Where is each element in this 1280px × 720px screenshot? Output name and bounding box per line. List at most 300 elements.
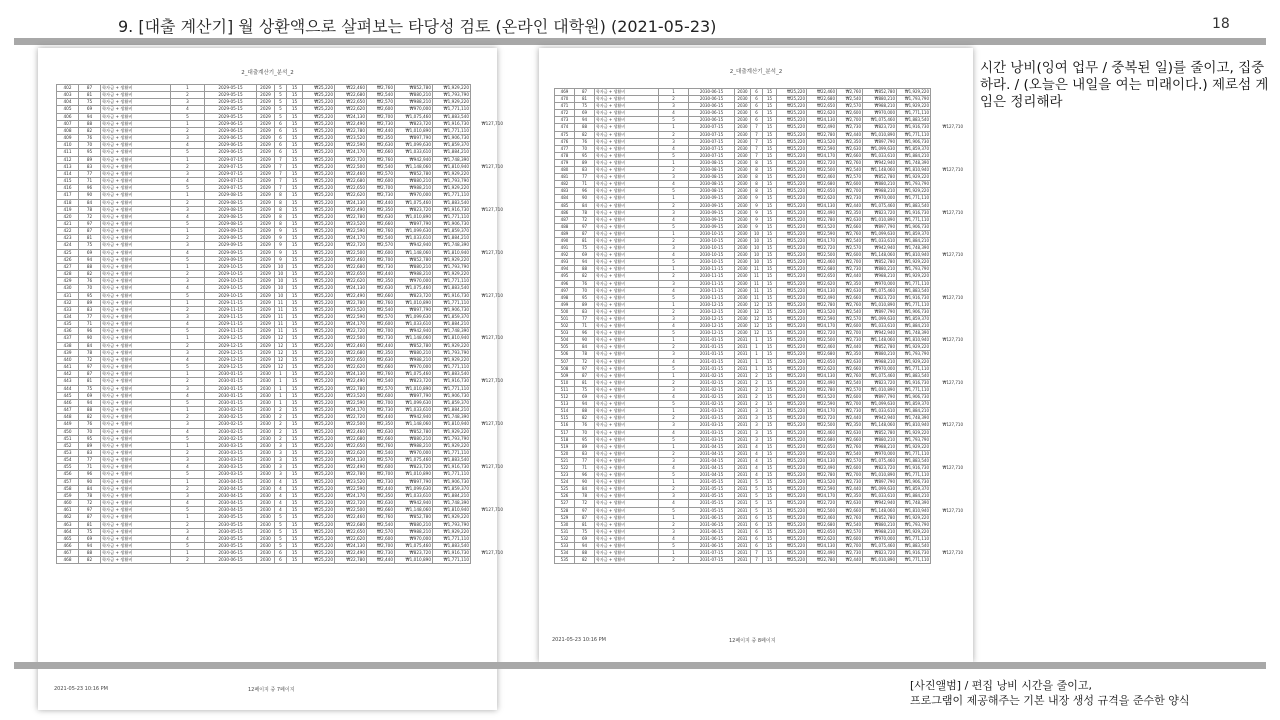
table-cell: 95 [79,435,101,442]
table-cell: ₩2,540 [367,378,395,385]
table-cell: ₩823,720 [863,124,897,131]
table-cell: 500 [555,308,575,315]
table-cell: 15 [763,394,777,401]
table-cell: 학자금 + 생활비 [595,131,659,138]
table-cell: 10 [275,271,287,278]
table-cell: ₩23,520 [335,135,367,142]
table-cell: ₩25,220 [777,266,807,273]
table-cell: ₩1,859,370 [897,145,931,152]
table-cell: 1 [275,371,287,378]
table-cell: ₩2,540 [367,92,395,99]
table-cell: 410 [57,142,79,149]
table-cell: 15 [763,294,777,301]
table-cell: 4 [659,252,689,259]
table-cell: ₩988,210 [395,271,433,278]
table-row [57,156,525,163]
table-row [57,220,525,227]
table-cell: ₩25,220 [303,228,335,235]
table-cell: 2029 [257,120,275,127]
table-cell: ₩2,730 [367,120,395,127]
table-cell: ₩2,350 [367,135,395,142]
table-cell: ₩1,748,390 [433,156,471,163]
table-cell: ₩22,460 [807,174,837,181]
table-cell: 482 [555,181,575,188]
table-cell [965,308,985,315]
group-total-cell: ₩127,710 [942,379,963,385]
table-cell: 2030-08-15 [689,188,735,195]
table-row [57,163,525,170]
table-cell: ₩22,500 [335,163,367,170]
table-cell: ₩2,630 [367,285,395,292]
table-cell: ₩2,660 [367,507,395,514]
table-cell: ₩25,220 [777,138,807,145]
table-cell: 535 [555,557,575,564]
table-cell: 학자금 + 생활비 [101,299,171,306]
table-cell: 15 [287,435,303,442]
table-cell: 학자금 + 생활비 [595,195,659,202]
table-cell: 2030 [257,535,275,542]
table-cell: ₩25,220 [303,528,335,535]
group-total-cell [471,399,505,406]
table-cell: 2031-07-15 [689,550,735,557]
table-cell: ₩1,810,940 [433,163,471,170]
table-row [555,408,985,415]
group-total-cell [931,386,965,393]
table-cell: 15 [763,209,777,216]
table-cell: ₩25,220 [303,271,335,278]
table-cell: 3 [171,206,205,213]
table-cell: ₩22,620 [807,280,837,287]
group-total-cell [931,230,965,237]
table-row [555,216,985,223]
table-cell: 4 [659,358,689,365]
left-page-footer-pages: 12페이지 중 7페이지 [248,687,295,693]
table-cell: ₩1,033,610 [395,235,433,242]
table-cell: ₩23,520 [807,138,837,145]
table-cell: 2030 [735,138,751,145]
table-cell: 90 [79,192,101,199]
table-cell [965,372,985,379]
table-cell: 8 [751,188,763,195]
table-cell: 2030 [735,145,751,152]
table-cell: 2029-08-15 [205,206,257,213]
table-cell: 2030-05-15 [205,521,257,528]
group-total-cell: ₩127,710 [481,335,503,341]
table-cell: ₩22,650 [335,99,367,106]
table-cell: ₩22,500 [335,507,367,514]
table-cell: 학자금 + 생활비 [595,273,659,280]
table-cell: ₩1,010,890 [395,385,433,392]
table-cell: ₩25,220 [777,493,807,500]
table-cell: ₩942,940 [395,414,433,421]
table-cell: 72 [575,500,595,507]
table-row [555,379,985,386]
table-cell: 2029 [257,235,275,242]
table-cell [505,392,525,399]
table-cell: 2030 [735,273,751,280]
table-cell: 5 [171,113,205,120]
table-cell: ₩25,220 [303,135,335,142]
table-cell: ₩25,220 [777,528,807,535]
table-cell: ₩22,460 [335,85,367,92]
table-cell: 2031-06-15 [689,521,735,528]
table-cell: 11 [751,287,763,294]
table-cell: ₩2,700 [367,185,395,192]
table-cell: ₩2,760 [837,159,863,166]
table-cell: ₩24,170 [335,321,367,328]
table-cell: ₩22,680 [335,349,367,356]
table-row [57,306,525,313]
table-cell: 70 [575,145,595,152]
table-cell: 15 [763,493,777,500]
table-cell: ₩22,460 [335,256,367,263]
table-cell: ₩22,590 [335,485,367,492]
table-cell: ₩22,780 [807,557,837,564]
table-cell: 2029 [257,285,275,292]
table-cell: ₩25,220 [777,436,807,443]
table-cell: ₩25,220 [777,110,807,117]
table-cell: 15 [763,117,777,124]
table-cell [505,335,525,342]
table-cell: 8 [751,174,763,181]
table-cell: 2029-07-15 [205,170,257,177]
table-cell: 학자금 + 생활비 [595,294,659,301]
table-cell: ₩2,440 [837,415,863,422]
table-cell: 15 [763,202,777,209]
table-cell: ₩22,720 [335,156,367,163]
table-row [57,428,525,435]
table-cell [505,464,525,471]
table-cell: 15 [763,358,777,365]
table-cell: 465 [57,535,79,542]
table-cell: 2030-12-15 [689,323,735,330]
table-cell [505,414,525,421]
table-cell: 2031 [735,415,751,422]
table-cell: 학자금 + 생활비 [595,557,659,564]
table-cell: ₩1,929,220 [433,356,471,363]
table-cell [965,500,985,507]
table-cell: ₩2,440 [837,486,863,493]
group-total-cell [471,314,505,321]
table-row [57,471,525,478]
table-cell: ₩22,460 [807,429,837,436]
table-cell [965,557,985,564]
table-row [57,514,525,521]
table-cell: 2031 [735,422,751,429]
table-cell: 69 [575,535,595,542]
group-total-cell [471,543,505,550]
table-cell: ₩1,916,730 [897,550,931,557]
table-cell: 학자금 + 생활비 [101,521,171,528]
table-cell: ₩23,520 [335,220,367,227]
table-cell [965,316,985,323]
table-row [555,245,985,252]
table-cell: 534 [555,550,575,557]
table-cell: 460 [57,500,79,507]
table-cell: ₩25,220 [777,223,807,230]
table-cell: 2031-01-15 [689,365,735,372]
table-cell: 2030 [735,216,751,223]
table-cell: 15 [287,185,303,192]
table-cell: ₩1,883,540 [897,117,931,124]
table-cell: 7 [751,124,763,131]
table-cell: ₩970,000 [395,106,433,113]
group-total-cell [471,242,505,249]
table-cell: ₩1,929,220 [433,528,471,535]
table-cell: 2030-03-15 [205,457,257,464]
table-cell: ₩1,099,630 [863,230,897,237]
table-cell: 89 [79,442,101,449]
table-cell: ₩25,220 [777,103,807,110]
table-cell: ₩1,033,610 [863,237,897,244]
table-cell: 437 [57,335,79,342]
table-cell: ₩25,220 [303,507,335,514]
table-cell: 2030-03-15 [205,449,257,456]
table-cell: ₩970,000 [395,192,433,199]
table-cell: 학자금 + 생활비 [595,372,659,379]
table-cell: 15 [287,235,303,242]
table-cell: 428 [57,271,79,278]
table-cell: ₩1,793,790 [433,92,471,99]
table-cell: 6 [751,535,763,542]
table-row [57,228,525,235]
table-cell: 15 [763,386,777,393]
group-total-cell [931,174,965,181]
group-total-cell [471,457,505,464]
table-cell: ₩1,099,630 [863,316,897,323]
table-cell: ₩22,680 [335,435,367,442]
table-cell: ₩2,540 [837,96,863,103]
table-cell [505,299,525,306]
table-cell: 6 [751,96,763,103]
table-cell: ₩25,220 [303,92,335,99]
table-cell [505,256,525,263]
table-cell: 학자금 + 생활비 [595,514,659,521]
table-row [555,287,985,294]
table-cell: 2030-11-15 [689,294,735,301]
table-cell: 4 [275,492,287,499]
table-cell: ₩970,000 [863,280,897,287]
table-cell: ₩2,440 [837,131,863,138]
table-cell: 2031 [735,479,751,486]
table-cell: 503 [555,330,575,337]
table-cell: ₩25,220 [777,195,807,202]
table-cell: ₩22,650 [807,273,837,280]
table-cell: 5 [171,328,205,335]
left-table-body [57,85,525,564]
table-cell: 2030 [735,110,751,117]
table-cell: ₩2,600 [367,321,395,328]
table-cell: 15 [763,252,777,259]
table-cell: 2030-12-15 [689,301,735,308]
right-page-footer-pages: 12페이지 중 8페이지 [729,638,776,644]
table-row [555,543,985,550]
table-cell: 426 [57,256,79,263]
table-cell: 학자금 + 생활비 [101,242,171,249]
table-cell: 2030-09-15 [689,216,735,223]
table-row [555,138,985,145]
table-cell: 2030 [257,507,275,514]
table-cell: ₩1,771,110 [433,535,471,542]
table-cell: ₩1,148,060 [395,421,433,428]
table-cell: 2 [171,199,205,206]
table-cell: 2 [275,407,287,414]
table-cell: 1 [275,378,287,385]
table-cell: 2030 [257,421,275,428]
table-cell: 학자금 + 생활비 [595,365,659,372]
table-cell: 학자금 + 생활비 [101,414,171,421]
table-cell: ₩25,220 [777,145,807,152]
table-cell: ₩1,884,210 [897,323,931,330]
table-cell: ₩1,748,390 [897,330,931,337]
group-total-cell [931,394,965,401]
table-cell: 2030-04-15 [205,485,257,492]
group-total-cell: ₩127,710 [481,163,503,169]
group-total-cell [471,299,505,306]
table-cell: ₩22,650 [807,188,837,195]
table-cell: 8 [275,206,287,213]
table-cell: 2030-06-15 [689,117,735,124]
table-cell: 2030-06-15 [689,96,735,103]
table-cell: ₩1,884,210 [433,492,471,499]
table-cell: 2030 [735,330,751,337]
table-cell: ₩823,720 [395,464,433,471]
table-cell: 10 [751,245,763,252]
table-cell: ₩988,210 [863,528,897,535]
table-row [555,230,985,237]
group-total-cell [931,152,965,159]
table-cell: ₩2,700 [367,543,395,550]
table-cell: ₩25,220 [777,308,807,315]
table-cell: 학자금 + 생활비 [101,185,171,192]
table-cell: 2031-02-15 [689,386,735,393]
table-cell: 2 [751,394,763,401]
table-cell: 523 [555,472,575,479]
table-cell: ₩897,790 [863,138,897,145]
table-cell: 76 [79,278,101,285]
table-cell: 96 [575,188,595,195]
table-cell: 15 [763,230,777,237]
table-cell: 15 [287,135,303,142]
table-row [555,472,985,479]
table-cell: 5 [171,149,205,156]
table-cell: ₩1,883,540 [897,457,931,464]
table-cell: 2030 [735,124,751,131]
table-cell: 2031-03-15 [689,408,735,415]
table-cell [965,237,985,244]
table-cell: ₩942,940 [395,156,433,163]
table-cell: 2031 [735,372,751,379]
table-cell: 2030 [257,435,275,442]
table-cell: 2029-08-15 [205,213,257,220]
table-cell: 15 [287,278,303,285]
table-cell: ₩1,748,390 [433,242,471,249]
table-cell: 5 [275,521,287,528]
table-cell [505,500,525,507]
table-cell: 3 [171,421,205,428]
table-cell: ₩988,210 [863,273,897,280]
table-cell [965,486,985,493]
table-cell: 2030 [735,96,751,103]
table-cell: ₩942,940 [863,159,897,166]
table-cell: 2031 [735,351,751,358]
table-cell: 학자금 + 생활비 [101,435,171,442]
table-cell: 15 [763,472,777,479]
table-cell: 9 [275,242,287,249]
table-cell: 453 [57,449,79,456]
table-cell: ₩1,810,940 [897,422,931,429]
table-cell: ₩1,771,110 [433,385,471,392]
group-total-cell [931,358,965,365]
table-cell: ₩25,220 [303,120,335,127]
group-total-cell [931,181,965,188]
table-row [57,299,525,306]
table-cell: 70 [575,287,595,294]
table-cell: 학자금 + 생활비 [595,252,659,259]
table-cell: ₩25,220 [777,457,807,464]
table-cell: ₩2,730 [837,195,863,202]
table-row [57,399,525,406]
table-cell: 94 [575,543,595,550]
table-cell [505,557,525,564]
table-cell [965,479,985,486]
table-cell: 2030 [735,308,751,315]
table-cell: ₩22,650 [335,271,367,278]
table-cell: 69 [575,252,595,259]
table-cell: 2029-06-15 [205,135,257,142]
table-cell [505,371,525,378]
table-cell: 15 [763,450,777,457]
table-cell: ₩25,220 [777,181,807,188]
table-cell: 94 [575,401,595,408]
table-cell [965,535,985,542]
table-cell: ₩22,720 [335,500,367,507]
table-cell: ₩1,929,220 [897,514,931,521]
table-cell: 78 [575,351,595,358]
table-cell: 529 [555,514,575,521]
table-cell: ₩1,771,110 [897,535,931,542]
table-cell: 89 [575,159,595,166]
table-cell: ₩1,793,790 [897,436,931,443]
table-cell: 1 [171,407,205,414]
table-cell: 2030-11-15 [689,273,735,280]
table-cell: 82 [79,414,101,421]
table-cell: 78 [575,209,595,216]
table-cell: 457 [57,478,79,485]
table-cell: 15 [287,149,303,156]
table-cell: 5 [659,294,689,301]
table-cell: 4 [171,356,205,363]
table-cell [505,178,525,185]
table-row [57,407,525,414]
table-cell: ₩2,350 [367,349,395,356]
table-cell: 학자금 + 생활비 [101,192,171,199]
table-cell: ₩24,130 [807,117,837,124]
table-cell: 6 [751,528,763,535]
table-cell: ₩25,220 [777,330,807,337]
table-cell [505,235,525,242]
group-total-cell [931,188,965,195]
table-cell: 2030 [257,457,275,464]
table-cell: 72 [79,356,101,363]
table-cell: ₩897,790 [863,308,897,315]
table-cell: 2029 [257,228,275,235]
table-cell: 2029 [257,99,275,106]
table-cell: ₩1,010,890 [863,216,897,223]
table-cell: 1 [659,479,689,486]
table-cell: 509 [555,372,575,379]
table-cell: 학자금 + 생활비 [101,206,171,213]
